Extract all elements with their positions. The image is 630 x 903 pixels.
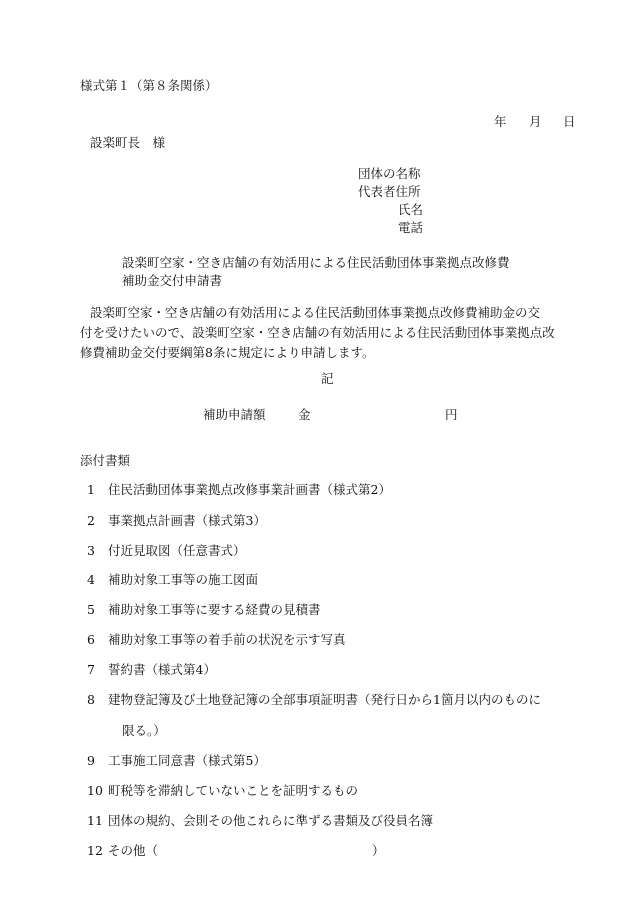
ki-heading: 記 [321,371,334,386]
attachment-text: 誓約書（様式第4） [108,662,216,677]
attachments-heading: 添付書類 [80,453,131,468]
body-line: 修費補助金交付要綱第8条に規定により申請します。 [80,345,375,360]
attachment-text: 工事施工同意書（様式第5） [108,753,266,768]
body-line: 設楽町空家・空き店舗の有効活用による住民活動団体事業拠点改修費補助金の交 [90,305,541,320]
attachment-text: 付近見取図（任意書式） [108,543,246,558]
org-name-label: 団体の名称 [358,166,421,181]
attachment-number: 11 [87,813,103,828]
attachment-number: 10 [87,783,103,798]
attachment-number: 6 [87,632,95,647]
date-year-label: 年 [494,114,507,129]
attachment-text: 事業拠点計画書（様式第3） [108,513,266,528]
date-month-label: 月 [529,114,542,129]
attachment-text: 補助対象工事等に要する経費の見積書 [108,602,321,617]
amount-prefix: 金 [298,407,311,422]
attachment-number: 3 [87,543,95,558]
attachment-text: 補助対象工事等の施工図面 [108,572,259,587]
attachment-number: 12 [87,843,103,858]
body-line: 付を受けたいので、設楽町空家・空き店舗の有効活用による住民活動団体事業拠点改 [80,325,555,340]
attachment-text: 建物登記簿及び土地登記簿の全部事項証明書（発行日から1箇月以内のものに [108,692,541,707]
attachment-number: 5 [87,602,95,617]
form-number: 様式第１（第８条関係） [80,78,218,93]
body-paragraph [80,303,580,363]
attachment-close-paren: ） [372,843,385,858]
attachment-number: 8 [87,692,95,707]
addressee: 設楽町長 様 [90,135,166,150]
name-label: 氏名 [398,202,424,217]
attachment-number: 1 [87,482,95,497]
attachment-text-continued: 限る。） [122,723,166,738]
attachment-text: 町税等を滞納していないことを証明するもの [108,783,359,798]
phone-label: 電話 [398,220,424,235]
attachment-number: 7 [87,662,95,677]
attachment-text: 住民活動団体事業拠点改修事業計画書（様式第2） [108,482,391,497]
attachment-number: 2 [87,513,95,528]
attachment-text: 補助対象工事等の着手前の状況を示す写真 [108,632,346,647]
form-title-line1: 設楽町空家・空き店舗の有効活用による住民活動団体事業拠点改修費 [122,255,510,270]
rep-address-label: 代表者住所 [358,184,421,199]
attachment-text: 団体の規約、会則その他これらに準ずる書類及び役員名簿 [108,813,434,828]
amount-label: 補助申請額 [203,407,266,422]
attachment-text: その他（ [108,843,159,858]
attachment-number: 4 [87,572,95,587]
date-day-label: 日 [563,114,576,129]
form-title-line2: 補助金交付申請書 [122,273,223,288]
amount-unit: 円 [445,407,458,422]
attachment-number: 9 [87,753,95,768]
